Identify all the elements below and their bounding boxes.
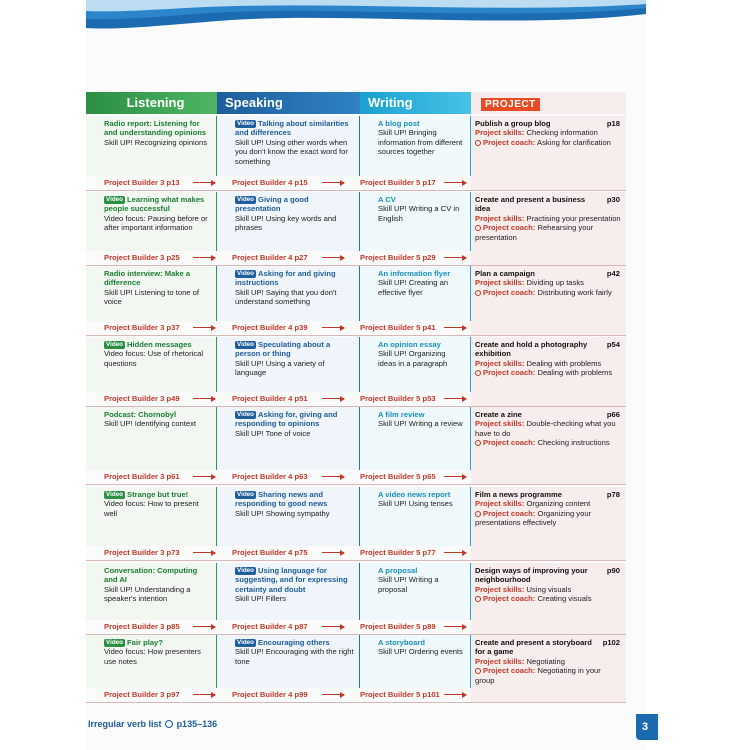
arrow-right-icon (444, 257, 466, 258)
listening-text: Video focus: How to present well (104, 499, 199, 518)
listening-title (104, 119, 211, 138)
listening-title-text: Hidden messages (127, 340, 192, 349)
project-coach-text: Creating visuals (537, 594, 592, 604)
project-skills-text: Dividing up tasks (526, 278, 584, 288)
project-cell (471, 192, 626, 265)
writing-text: Skill UP! Writing a review (378, 419, 463, 429)
header-listening: Listening (86, 92, 217, 114)
speaking-text: Skill UP! Using key words and phrases (235, 213, 337, 233)
project-coach-label: Project coach: (483, 223, 536, 233)
speaking-title-text: Sharing news and responding to good news (235, 490, 328, 509)
writing-text: Skill UP! Bringing information from different sources together (378, 128, 463, 157)
project-skills-text: Practising your presentation (526, 213, 621, 223)
project-builder-4-link[interactable]: Project Builder 4 p27 (232, 253, 308, 262)
unit-row (86, 192, 626, 265)
project-builder-line (86, 252, 471, 264)
speaking-text: Skill UP! Using a variety of language (235, 358, 325, 378)
listening-text: Video focus: How presenters use notes (104, 647, 201, 666)
project-builder-5-link[interactable]: Project Builder 5 p29 (360, 253, 436, 262)
project-page-ref[interactable]: p18 (606, 119, 620, 128)
project-skills-label: Project skills: (475, 499, 525, 509)
writing-title: A video news report (378, 490, 451, 499)
project-skills (475, 214, 621, 223)
unit-row (86, 635, 626, 702)
coach-icon (475, 511, 481, 517)
video-badge: Video (237, 567, 255, 574)
header-writing: Writing (360, 92, 471, 114)
speaking-cell (217, 192, 360, 251)
listening-title (104, 638, 211, 647)
project-title: Create and hold a photography exhibition (475, 340, 588, 359)
project-skills-label: Project skills: (475, 656, 525, 666)
project-title: Design ways of improving your neighbourhood (475, 566, 588, 585)
project-coach-text: Dealing with problems (537, 368, 613, 378)
listening-text: Skill UP! Understanding a speaker's intention (104, 584, 191, 604)
arrow-right-icon (193, 694, 215, 695)
video-badge: Video (106, 196, 124, 203)
listening-text: Video focus: Use of rhetorical questions (104, 349, 204, 368)
row-divider (86, 702, 626, 703)
project-page-ref[interactable]: p78 (606, 490, 620, 499)
writing-cell (360, 116, 471, 176)
project-coach-label: Project coach: (483, 594, 536, 604)
project-skills-text: Double-checking what you have to do (475, 419, 616, 438)
row-divider (86, 190, 626, 191)
listening-title-text: Radio interview: Make a difference (104, 269, 191, 288)
project-skills-label: Project skills: (475, 213, 525, 223)
project-skills (475, 657, 621, 666)
unit-row (86, 407, 626, 484)
arrow-right-icon (193, 257, 215, 258)
project-coach (475, 666, 621, 685)
coach-icon (475, 596, 481, 602)
writing-cell (360, 407, 471, 470)
project-title: Plan a campaign (475, 269, 535, 278)
speaking-text: Skill UP! Tone of voice (235, 428, 311, 438)
writing-text: Skill UP! Using tenses (378, 499, 453, 509)
unit-row (86, 337, 626, 406)
project-builder-5-link[interactable]: Project Builder 5 p89 (360, 622, 436, 631)
arrow-right-icon (322, 626, 344, 627)
arrow-circle-icon (165, 720, 173, 728)
writing-title: A storyboard (378, 638, 425, 647)
project-builder-3-link[interactable]: Project Builder 3 p85 (104, 622, 180, 631)
project-builder-4-link[interactable]: Project Builder 4 p75 (232, 548, 308, 557)
project-builder-4-link[interactable]: Project Builder 4 p63 (232, 472, 308, 481)
row-divider (86, 560, 626, 561)
project-page-ref[interactable]: p30 (606, 195, 620, 204)
project-cell (471, 407, 626, 484)
speaking-text: Skill UP! Encouraging with the right tone (235, 647, 354, 666)
arrow-right-icon (444, 398, 466, 399)
project-title: Publish a group blog (475, 119, 551, 128)
coach-icon (475, 370, 481, 376)
project-title: Film a news programme (475, 490, 562, 499)
project-builder-4-link[interactable]: Project Builder 4 p15 (232, 178, 308, 187)
arrow-right-icon (193, 552, 215, 553)
project-coach-label: Project coach: (483, 508, 536, 518)
listening-cell (86, 635, 217, 688)
arrow-right-icon (322, 327, 344, 328)
row-divider (86, 484, 626, 485)
project-page-ref[interactable]: p90 (606, 566, 620, 575)
listening-cell (86, 487, 217, 546)
writing-cell (360, 487, 471, 546)
video-badge: Video (237, 411, 255, 418)
video-badge: Video (237, 120, 255, 127)
unit-row (86, 487, 626, 560)
arrow-right-icon (193, 327, 215, 328)
header-project (471, 92, 626, 114)
project-builder-3-link[interactable]: Project Builder 3 p49 (104, 394, 180, 403)
arrow-right-icon (444, 327, 466, 328)
project-coach (475, 368, 621, 377)
listening-title (104, 269, 211, 288)
project-builder-4-link[interactable]: Project Builder 4 p39 (232, 323, 308, 332)
writing-title: A film review (378, 410, 425, 419)
row-divider (86, 335, 626, 336)
speaking-text: Skill UP! Showing sympathy (235, 508, 330, 518)
listening-title (104, 410, 211, 419)
project-builder-4-link[interactable]: Project Builder 4 p51 (232, 394, 308, 403)
unit-row (86, 266, 626, 335)
speaking-cell (217, 337, 360, 392)
project-cell (471, 266, 626, 335)
arrow-right-icon (322, 476, 344, 477)
listening-title-text: Fair play? (127, 638, 163, 647)
project-page-ref[interactable]: p66 (606, 410, 620, 419)
project-builder-3-link[interactable]: Project Builder 3 p73 (104, 548, 180, 557)
speaking-cell (217, 407, 360, 470)
project-coach (475, 223, 621, 242)
project-skills-text: Checking information (526, 128, 598, 138)
project-builder-3-link[interactable]: Project Builder 3 p97 (104, 690, 180, 699)
writing-cell (360, 337, 471, 392)
writing-title: An opinion essay (378, 340, 441, 349)
video-badge: Video (237, 491, 255, 498)
writing-cell (360, 266, 471, 321)
listening-text: Skill UP! Identifying context (104, 419, 197, 429)
project-builder-4-link[interactable]: Project Builder 4 p87 (232, 622, 308, 631)
project-coach (475, 594, 621, 603)
project-coach-text: Rehearsing your presentation (475, 223, 594, 242)
speaking-cell (217, 563, 360, 620)
speaking-title-text: Using language for suggesting, and for expressing certainty and doubt (235, 566, 348, 594)
unit-row (86, 116, 626, 190)
project-coach-text: Negotiating in your group (475, 666, 601, 685)
project-builder-line (86, 547, 471, 559)
writing-text: Skill UP! Ordering events (378, 647, 463, 657)
project-title: Create a zine (475, 410, 522, 419)
listening-title (104, 490, 211, 499)
speaking-title-text: Asking for and giving instructions (235, 269, 336, 288)
speaking-title (235, 269, 354, 288)
project-coach-text: Checking instructions (537, 438, 610, 448)
project-skills (475, 419, 621, 438)
arrow-right-icon (193, 476, 215, 477)
project-skills-label: Project skills: (475, 419, 525, 429)
project-coach-text: Distributing work fairly (537, 287, 612, 297)
arrow-right-icon (444, 182, 466, 183)
project-builder-5-link[interactable]: Project Builder 5 p53 (360, 394, 436, 403)
speaking-cell (217, 487, 360, 546)
project-builder-line (86, 689, 471, 701)
project-skills (475, 585, 621, 594)
project-coach-label: Project coach: (483, 666, 536, 676)
project-builder-line (86, 322, 471, 334)
project-page-ref[interactable]: p102 (602, 638, 620, 647)
project-skills-text: Using visuals (526, 584, 572, 594)
project-skills (475, 499, 621, 508)
project-coach-text: Asking for clarification (537, 137, 611, 147)
speaking-title (235, 566, 354, 594)
listening-cell (86, 407, 217, 470)
writing-title: A blog post (378, 119, 420, 128)
project-builder-3-link[interactable]: Project Builder 3 p37 (104, 323, 180, 332)
project-coach-text: Organizing your presentations effectively (475, 508, 592, 528)
speaking-title-text: Giving a good presentation (235, 195, 309, 214)
project-cell (471, 635, 626, 702)
project-builder-line (86, 393, 471, 405)
project-title: Create and present a business idea (475, 195, 586, 214)
project-skills (475, 278, 621, 287)
coach-icon (475, 668, 481, 674)
writing-cell (360, 635, 471, 688)
project-coach (475, 438, 621, 447)
project-builder-5-link[interactable]: Project Builder 5 p101 (360, 690, 440, 699)
coach-icon (475, 290, 481, 296)
writing-title: A proposal (378, 566, 418, 575)
coach-icon (475, 140, 481, 146)
listening-cell (86, 116, 217, 176)
project-cell (471, 116, 626, 190)
arrow-right-icon (193, 626, 215, 627)
speaking-title-text: Talking about similarities and differences (235, 119, 349, 138)
listening-title-text: Learning what makes people successful (104, 195, 205, 214)
speaking-title-text: Asking for, giving and responding to opinions (235, 410, 338, 429)
top-wave-decoration (86, 0, 646, 40)
project-builder-4-link[interactable]: Project Builder 4 p99 (232, 690, 308, 699)
writing-title: A CV (378, 195, 396, 204)
writing-cell (360, 563, 471, 620)
arrow-right-icon (444, 476, 466, 477)
arrow-right-icon (193, 182, 215, 183)
project-coach-label: Project coach: (483, 287, 536, 297)
project-builder-5-link[interactable]: Project Builder 5 p77 (360, 548, 436, 557)
unit-row (86, 563, 626, 634)
arrow-right-icon (444, 552, 466, 553)
listening-cell (86, 266, 217, 321)
listening-text: Video focus: Pausing before or after important information (104, 213, 208, 233)
speaking-title-text: Speculating about a person or thing (235, 340, 331, 359)
speaking-cell (217, 266, 360, 321)
arrow-right-icon (322, 182, 344, 183)
writing-text: Skill UP! Creating an effective flyer (378, 278, 449, 297)
speaking-cell (217, 635, 360, 688)
listening-cell (86, 192, 217, 251)
project-skills-text: Dealing with problems (526, 358, 602, 368)
writing-text: Skill UP! Writing a proposal (378, 575, 439, 594)
project-cell (471, 337, 626, 406)
project-cell (471, 487, 626, 560)
project-skills (475, 359, 621, 368)
video-badge: Video (237, 270, 255, 277)
speaking-title (235, 195, 354, 214)
irregular-verb-list-link[interactable] (88, 719, 217, 729)
video-badge: Video (237, 196, 255, 203)
project-builder-3-link[interactable]: Project Builder 3 p13 (104, 178, 180, 187)
project-title: Create and present a storyboard for a game (475, 638, 592, 657)
listening-cell (86, 563, 217, 620)
speaking-title (235, 410, 354, 429)
listening-title-text: Strange but true! (127, 490, 189, 499)
project-page-ref[interactable]: p42 (606, 269, 620, 278)
project-coach-label: Project coach: (483, 137, 536, 147)
project-skills-label: Project skills: (475, 278, 525, 288)
speaking-title (235, 638, 354, 647)
listening-title (104, 195, 211, 214)
speaking-text: Skill UP! Using other words when you don't know the exact word for something (235, 137, 348, 166)
irregular-verb-list-pages: p135–136 (176, 719, 218, 729)
speaking-cell (217, 116, 360, 176)
project-skills-label: Project skills: (475, 358, 525, 368)
project-cell (471, 563, 626, 634)
project-builder-3-link[interactable]: Project Builder 3 p61 (104, 472, 180, 481)
speaking-title (235, 490, 354, 509)
project-coach (475, 509, 621, 528)
project-builder-line (86, 177, 471, 189)
video-badge: Video (237, 341, 255, 348)
project-coach (475, 138, 621, 147)
arrow-right-icon (322, 257, 344, 258)
arrow-right-icon (444, 694, 466, 695)
project-builder-5-link[interactable]: Project Builder 5 p17 (360, 178, 436, 187)
project-builder-line (86, 621, 471, 633)
listening-title-text: Conversation: Computing and AI (104, 566, 198, 585)
project-builder-3-link[interactable]: Project Builder 3 p25 (104, 253, 180, 262)
project-coach (475, 288, 621, 297)
writing-title: An information flyer (378, 269, 451, 278)
listening-title (104, 566, 211, 585)
arrow-right-icon (444, 626, 466, 627)
arrow-right-icon (322, 694, 344, 695)
video-badge: Video (106, 341, 124, 348)
project-skills (475, 128, 621, 137)
coach-icon (475, 440, 481, 446)
video-badge: Video (106, 639, 124, 646)
writing-cell (360, 192, 471, 251)
listening-title-text: Podcast: Chornobyl (104, 410, 177, 419)
video-badge: Video (106, 491, 124, 498)
project-skills-label: Project skills: (475, 128, 525, 138)
listening-title (104, 340, 211, 349)
speaking-text: Skill UP! Fillers (235, 594, 287, 604)
speaking-title-text: Encouraging others (258, 638, 330, 647)
project-skills-text: Negotiating (526, 656, 565, 666)
speaking-title (235, 340, 354, 359)
header-speaking: Speaking (217, 92, 360, 114)
coach-icon (475, 225, 481, 231)
listening-text: Skill UP! Listening to tone of voice (104, 287, 199, 307)
arrow-right-icon (322, 398, 344, 399)
project-skills-label: Project skills: (475, 584, 525, 594)
speaking-text: Skill UP! Saying that you don't understand something (235, 287, 337, 307)
project-badge: PROJECT (481, 98, 540, 111)
project-page-ref[interactable]: p54 (606, 340, 620, 349)
project-builder-line (86, 471, 471, 483)
column-headers (86, 92, 626, 114)
listening-title-text: Radio report: Listening for and understanding opinions (104, 119, 207, 138)
project-builder-5-link[interactable]: Project Builder 5 p41 (360, 323, 436, 332)
speaking-title (235, 119, 354, 138)
irregular-verb-list-label: Irregular verb list (88, 719, 162, 729)
page-number: 3 (636, 714, 658, 740)
project-skills-text: Organizing content (526, 499, 591, 509)
project-coach-label: Project coach: (483, 438, 536, 448)
video-badge: Video (237, 639, 255, 646)
listening-text: Skill UP! Recognizing opinions (104, 137, 207, 147)
listening-cell (86, 337, 217, 392)
project-coach-label: Project coach: (483, 368, 536, 378)
arrow-right-icon (322, 552, 344, 553)
writing-text: Skill UP! Organizing ideas in a paragraph (378, 349, 448, 368)
arrow-right-icon (193, 398, 215, 399)
writing-text: Skill UP! Writing a CV in English (378, 204, 460, 223)
project-builder-5-link[interactable]: Project Builder 5 p65 (360, 472, 436, 481)
